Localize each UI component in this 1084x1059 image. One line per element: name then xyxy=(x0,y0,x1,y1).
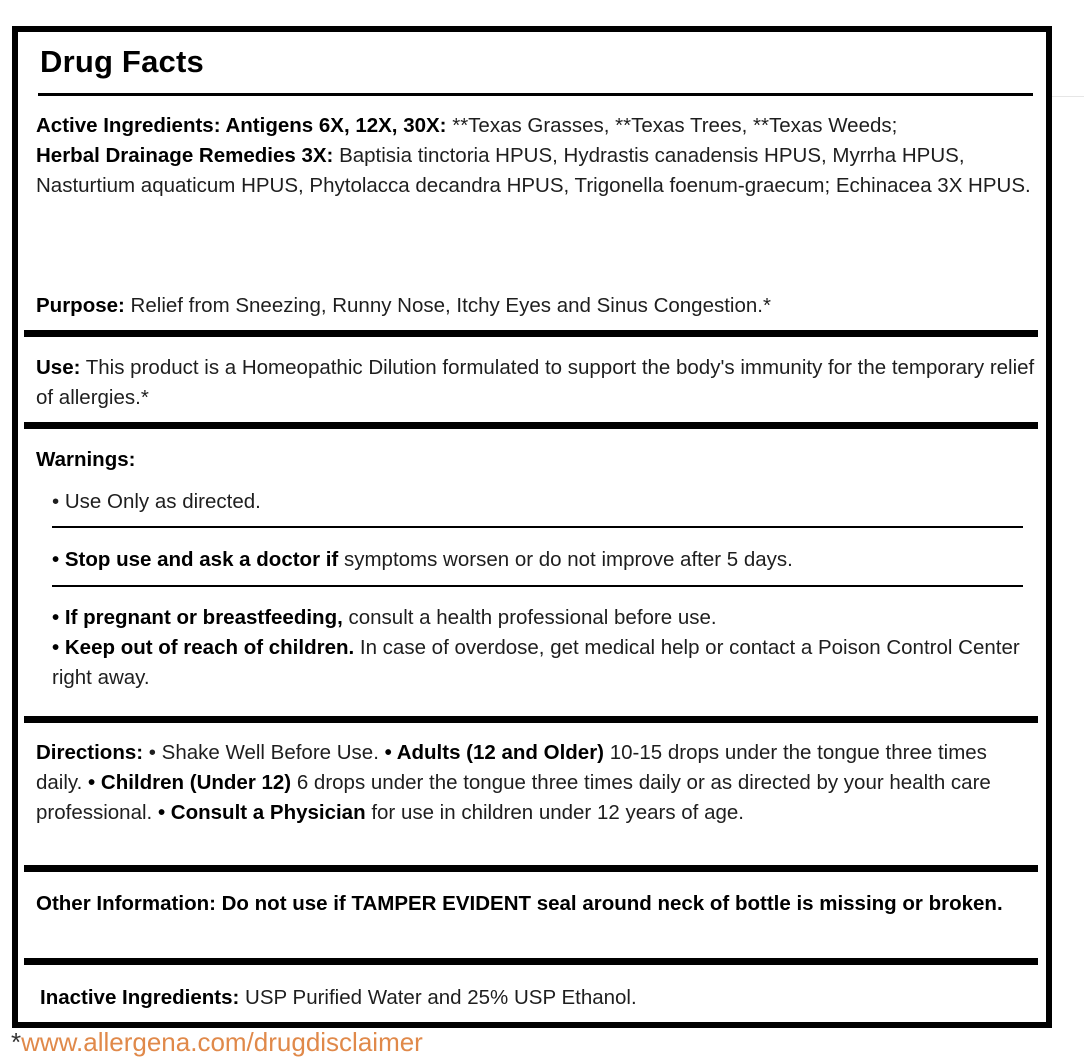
section-separator xyxy=(24,330,1038,337)
warning-item-1-text: • Use Only as directed. xyxy=(52,490,261,513)
warning-item xyxy=(52,545,1022,575)
active-ingredients-label: Active Ingredients: Antigens 6X, 12X, 30X: xyxy=(36,114,447,137)
warning-separator xyxy=(52,585,1023,587)
warning-item xyxy=(52,487,1022,517)
herbal-remedies-label: Herbal Drainage Remedies 3X: xyxy=(36,144,334,167)
warning-separator xyxy=(52,526,1023,528)
directions-children: • Children (Under 12) xyxy=(88,771,292,794)
warning-item-4-bold: • Keep out of reach of children. xyxy=(52,636,355,659)
use-label: Use: xyxy=(36,356,81,379)
warning-item-2-text: symptoms worsen or do not improve after 5 days. xyxy=(338,548,793,571)
purpose-text: Relief from Sneezing, Runny Nose, Itchy Eyes and Sinus Congestion.* xyxy=(124,294,771,317)
drug-facts-panel xyxy=(12,26,1052,1028)
inactive-ingredients-text: USP Purified Water and 25% USP Ethanol. xyxy=(239,986,637,1009)
disclaimer-link[interactable]: www.allergena.com/drugdisclaimer xyxy=(21,1027,423,1057)
active-ingredients-section xyxy=(36,111,1036,201)
page-divider-line xyxy=(1050,96,1084,97)
inactive-ingredients-label: Inactive Ingredients: xyxy=(40,986,240,1009)
warning-item-2-bold: • Stop use and ask a doctor if xyxy=(52,548,339,571)
drug-facts-title: Drug Facts xyxy=(40,44,204,79)
warning-item-3-text: consult a health professional before use. xyxy=(342,606,717,629)
footnote-asterisk: * xyxy=(11,1027,22,1057)
other-information-section xyxy=(36,889,1036,919)
section-separator xyxy=(24,958,1038,965)
directions-label: Directions: xyxy=(36,741,144,764)
purpose-label: Purpose: xyxy=(36,294,125,317)
directions-physician: • Consult a Physician xyxy=(157,801,366,824)
active-ingredients-text: **Texas Grasses, **Texas Trees, **Texas Weeds; xyxy=(446,114,898,137)
directions-text-2: 10-15 drops under the tongue three times daily. xyxy=(36,741,987,794)
warning-item xyxy=(52,603,1032,693)
section-separator xyxy=(24,865,1038,872)
section-separator xyxy=(24,716,1038,723)
warnings-label: Warnings: xyxy=(36,448,136,471)
inactive-ingredients-section xyxy=(40,983,1040,1013)
herbal-remedies-text: Baptisia tinctoria HPUS, Hydrastis canadensis HPUS, Myrrha HPUS, Nasturtium aquaticum HPUS, Phytolacca decandra HPUS, Trigonella foenum-graecum; Echinacea 3X HPUS. xyxy=(36,144,1031,197)
directions-text-1: • Shake Well Before Use. xyxy=(143,741,385,764)
use-section xyxy=(36,353,1036,413)
section-separator xyxy=(24,422,1038,429)
warning-item-4-text: In case of overdose, get medical help or contact a Poison Control Center right away. xyxy=(52,636,1020,689)
title-rule xyxy=(38,93,1033,96)
warning-item-3-bold: • If pregnant or breastfeeding, xyxy=(52,606,343,629)
directions-adults: • Adults (12 and Older) xyxy=(384,741,605,764)
use-text: This product is a Homeopathic Dilution formulated to support the body's immunity for the temporary relief of allergies.* xyxy=(36,356,1035,409)
other-information-text: Other Information: Do not use if TAMPER EVIDENT seal around neck of bottle is missing or broken. xyxy=(36,892,1003,915)
purpose-section xyxy=(36,291,1036,321)
disclaimer-footer xyxy=(11,1025,423,1059)
directions-section xyxy=(36,738,1036,828)
directions-text-3: 6 drops under the tongue three times daily or as directed by your health care professional. xyxy=(36,771,991,824)
directions-text-4: for use in children under 12 years of age. xyxy=(365,801,744,824)
warnings-section xyxy=(36,445,1036,475)
